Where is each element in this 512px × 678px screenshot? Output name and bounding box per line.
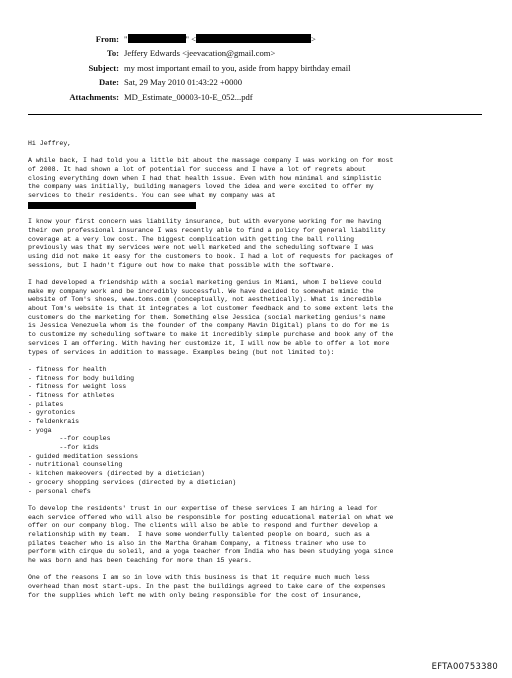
blank-line: [28, 496, 498, 505]
blank-line: [28, 210, 498, 219]
email-header: [0, 32, 512, 104]
body-line: using did not make it easy for the customers to book. I had a lot of requests for packages of: [28, 252, 394, 260]
from-quote-open: ": [124, 34, 128, 44]
body-line: about Tom's website is that it integrates a lot customer feedback and to some extent lets the: [28, 305, 394, 313]
body-line: coverage at a very low cost. The biggest complication with getting the ball rolling: [28, 235, 355, 243]
body-line: - feldenkrais: [28, 418, 80, 425]
body-line: to customize my scheduling software to make it incredibly simple purchase and book any of the: [28, 331, 394, 339]
body-line: pilates teacher who is also in the Martha Graham Company, a fitness trainer who use to: [28, 539, 366, 547]
date-row: [0, 75, 512, 89]
to-row: [0, 46, 512, 60]
attachments-label: Attachments:: [69, 91, 119, 102]
from-label: From:: [95, 34, 119, 44]
redacted-email: [196, 34, 311, 43]
body-line: overhead than most start-ups. In the past the buildings agreed to take care of the expenses: [28, 583, 386, 591]
body-line: To develop the residents' trust in our expertise of these services I am hiring a lead for: [28, 504, 378, 512]
body-line: website of Tom's shoes, www.toms.com (conceptually, not aesthetically). What is incredible: [28, 296, 382, 304]
from-bracket-close: >: [311, 34, 316, 44]
body-line: relationship with my team. I have some wonderfully talented people on board, such as a: [28, 530, 370, 538]
body-line: - personal chefs: [28, 487, 91, 495]
body-line: I know your first concern was liability insurance, but with everyone working for me having: [28, 218, 382, 226]
body-line: - guided meditation sessions: [28, 452, 139, 460]
body-line: Hi Jeffrey,: [28, 140, 72, 147]
to-label: To:: [106, 48, 119, 59]
body-line: of 2008. It had shown a lot of potential for success and I have a lot of regrets about: [28, 166, 366, 174]
blank-line: [28, 566, 498, 575]
from-bracket-open: " <: [185, 34, 197, 44]
header-divider: [28, 114, 482, 115]
body-line: - pilates: [28, 400, 64, 408]
body-line: he was born and has been teaching for more than 15 years.: [28, 557, 252, 564]
body-line: - nutritional counseling: [28, 461, 123, 469]
body-line: perform with cirque du soleil, and a yoga teacher from India who has been studying yoga since: [28, 548, 394, 556]
attachment-link[interactable]: MD_Estimate_00003-10-E_052...pdf: [124, 91, 253, 102]
blank-line: [28, 270, 498, 279]
from-value: [124, 32, 316, 46]
date-value: Sat, 29 May 2010 01:43:22 +0000: [124, 77, 242, 88]
blank-line: [28, 149, 498, 158]
body-line: - fitness for weight loss: [28, 383, 127, 391]
body-line: types of services in addition to massage. Examples being (but not limited to):: [28, 348, 335, 356]
body-line: I had developed a friendship with a social marketing genius in Miami, whom I believe could: [28, 279, 382, 286]
body-line: services I am offering. With having her customize it, I will now be able to offer a lot more: [28, 339, 390, 347]
document-id: EFTA00753380: [431, 661, 498, 671]
body-line: - gyrotonics: [28, 409, 76, 417]
body-line: offer on our company blog. The clients will also be able to respond and further develop a: [28, 522, 378, 530]
attachments-row: [0, 90, 512, 104]
body-line: make my company work and be incredibly successful. We have decided to somewhat mimic the: [28, 287, 374, 295]
body-line: each service offered who will also be responsible for posting educational material on what we: [28, 513, 394, 521]
body-line: - grocery shopping services (directed by a dietician): [28, 478, 237, 486]
body-line: customers do the marketing for them. Something else Jessica (social marketing genius's name: [28, 313, 386, 321]
body-line: sessions, but I hadn't figure out how to make that possible with the software.: [28, 261, 335, 269]
blank-line: [28, 357, 498, 366]
email-body: [28, 140, 498, 600]
from-row: [0, 32, 512, 46]
body-line: - yoga: [28, 426, 52, 434]
subject-value: my most important email to you, aside from happy birthday email: [124, 62, 351, 73]
body-line: their own professional insurance I was recently able to find a policy for general liability: [28, 226, 386, 234]
redacted-name: [128, 34, 186, 43]
body-line: the company was initially, building managers loved the idea and were excited to offer my: [28, 183, 374, 191]
body-line: - fitness for body building: [28, 374, 135, 382]
body-line: --for kids: [28, 444, 99, 452]
body-line: previously was that my services were not well marketed and the scheduling software I was: [28, 244, 374, 252]
body-line: A while back, I had told you a little bit about the massage company I was working on for most: [28, 157, 394, 165]
date-label: Date:: [98, 77, 119, 88]
body-line: - fitness for health: [28, 365, 107, 373]
subject-label: Subject:: [88, 62, 119, 73]
redaction-bar: [28, 202, 196, 210]
to-value: Jeffery Edwards <jeevacation@gmail.com>: [124, 48, 276, 59]
body-line: services to their residents. You can see what my company was at: [28, 192, 276, 200]
body-line: - kitchen makeovers (directed by a dietician): [28, 470, 205, 478]
redacted-line: [28, 201, 498, 210]
body-line: closing everything down when I had that health issue. Even with how minimal and simplistic: [28, 174, 382, 182]
body-line: One of the reasons I am so in love with this business is that it require much much less: [28, 574, 370, 582]
body-line: is Jessica Venezuela whom is the founder of the company Mavin Digital) plans to do for me is: [28, 322, 390, 330]
body-line: - fitness for athletes: [28, 391, 115, 399]
subject-row: [0, 61, 512, 75]
body-line: --for couples: [28, 435, 111, 443]
body-line: for the supplies which left me with only being responsible for the cost of insurance,: [28, 591, 362, 599]
